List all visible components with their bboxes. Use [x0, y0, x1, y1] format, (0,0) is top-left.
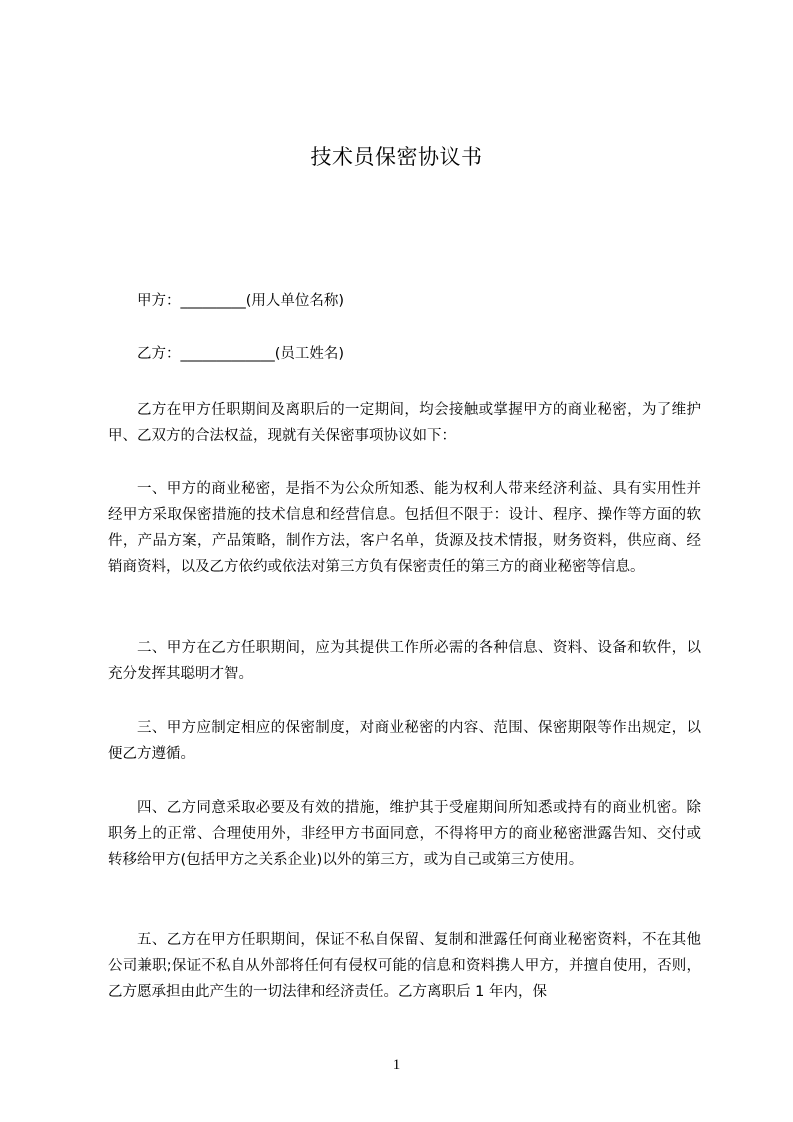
clause-1-paragraph: 一、甲方的商业秘密，是指不为公众所知悉、能为权利人带来经济利益、具有实用性并经甲方采取保密措施的技术信息和经营信息。包括但不限于：设计、程序、操作等方面的软件，产品方案，产品策略，制作方法，客户名单，货源及技术情报，财务资料，供应商、经销商资料，以及乙方依约或依法对第三方负有保密责任的第三方的商业秘密等信息。: [108, 481, 701, 575]
page-number: 1: [392, 1057, 401, 1073]
party-a-line: 甲方：_________(用人单位名称): [137, 293, 345, 309]
intro-paragraph: 乙方在甲方任职期间及离职后的一定期间，均会接触或掌握甲方的商业秘密，为了维护甲、乙双方的合法权益，现就有关保密事项协议如下：: [108, 402, 701, 444]
clause-2-paragraph: 二、甲方在乙方任职期间，应为其提供工作所必需的各种信息、资料、设备和软件，以充分发挥其聪明才智。: [108, 640, 701, 682]
clause-5-paragraph: 五、乙方在甲方任职期间，保证不私自保留、复制和泄露任何商业秘密资料，不在其他公司兼职;保证不私自从外部将任何有侵权可能的信息和资料携人甲方，并擅自使用，否则，乙方愿承担由此产生的一切法律和经济责任。乙方离职后 1 年内，保: [108, 932, 701, 1000]
clause-3-paragraph: 三、甲方应制定相应的保密制度，对商业秘密的内容、范围、保密期限等作出规定，以便乙方遵循。: [108, 720, 701, 762]
party-b-line: 乙方：_____________(员工姓名): [137, 346, 345, 362]
clause-4-paragraph: 四、乙方同意采取必要及有效的措施，维护其于受雇期间所知悉或持有的商业机密。除职务上的正常、合理使用外，非经甲方书面同意，不得将甲方的商业秘密泄露告知、交付或转移给甲方(包括甲方之关系企业)以外的第三方，或为自己或第三方使用。: [108, 800, 701, 868]
document-title: 技术员保密协议书: [310, 145, 483, 169]
